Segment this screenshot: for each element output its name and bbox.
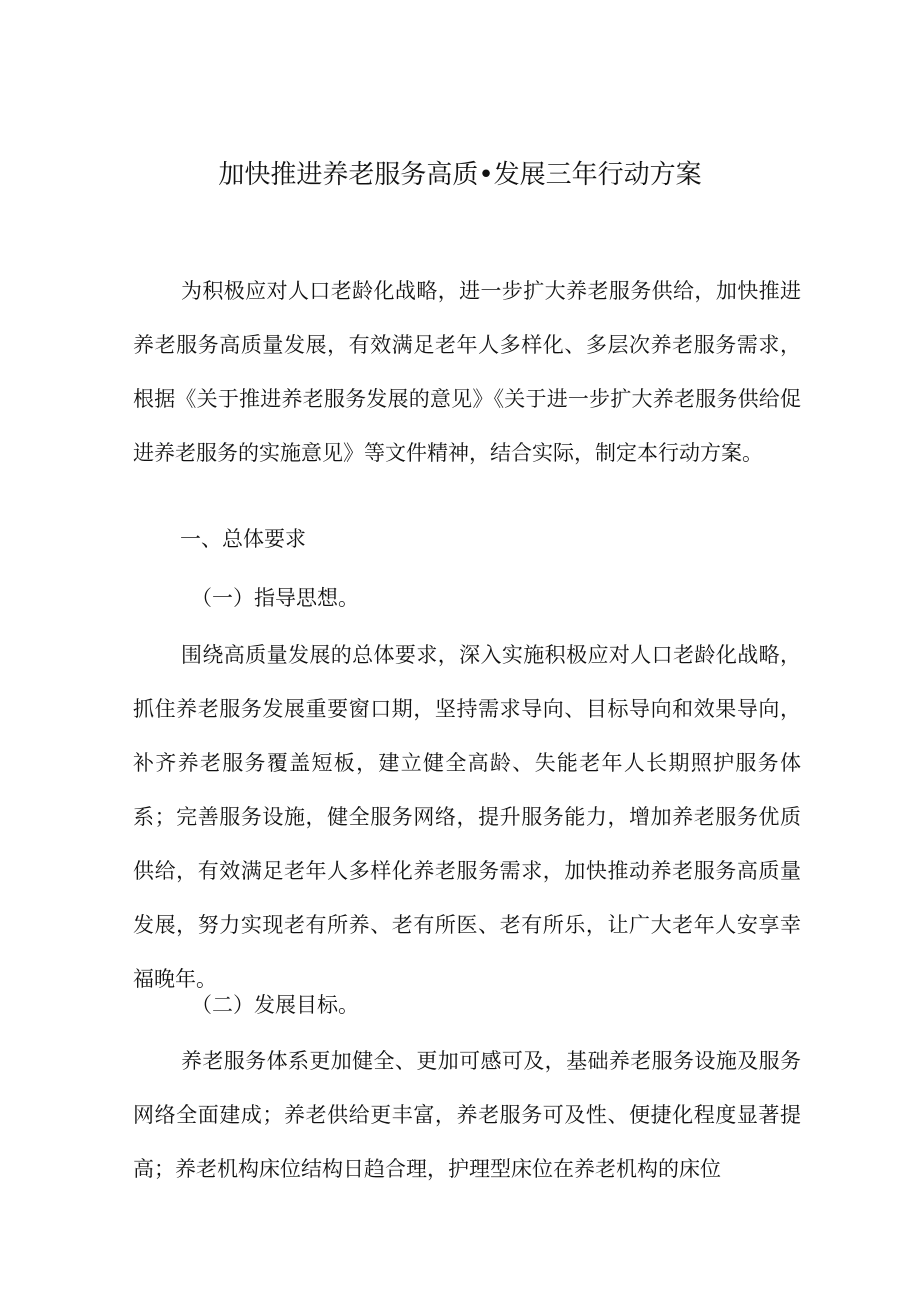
intro-paragraph: 为积极应对人口老龄化战略，进一步扩大养老服务供给，加快推进养老服务高质量发展，有效满足老年人多样化、多层次养老服务需求，根据《关于推进养老服务发展的意见》《关于进一步扩大养老服务供给促进养老服务的实施意见》等文件精神，结合实际，制定本行动方案。 [133,279,801,465]
subsection-heading-guiding-ideology: （一）指导思想。 [191,586,359,610]
subsection-heading-development-goals: （二）发展目标。 [191,993,359,1017]
document-title: 加快推进养老服务高质•发展三年行动方案 [218,160,702,191]
section-heading-overall-requirements: 一、总体要求 [180,527,306,551]
guiding-ideology-paragraph: 围绕高质量发展的总体要求，深入实施积极应对人口老龄化战略，抓住养老服务发展重要窗口期，坚持需求导向、目标导向和效果导向，补齐养老服务覆盖短板，建立健全高龄、失能老年人长期照护服务体系；完善服务设施，健全服务网络，提升服务能力，增加养老服务优质供给，有效满足老年人多样化养老服务需求，加快推动养老服务高质量发展，努力实现老有所养、老有所医、老有所乐，让广大老年人安享幸福晚年。 [133,643,801,991]
development-goals-paragraph: 养老服务体系更加健全、更加可感可及，基础养老服务设施及服务网络全面建成；养老供给更丰富，养老服务可及性、便捷化程度显著提高；养老机构床位结构日趋合理，护理型床位在养老机构的床位 [133,1049,801,1181]
